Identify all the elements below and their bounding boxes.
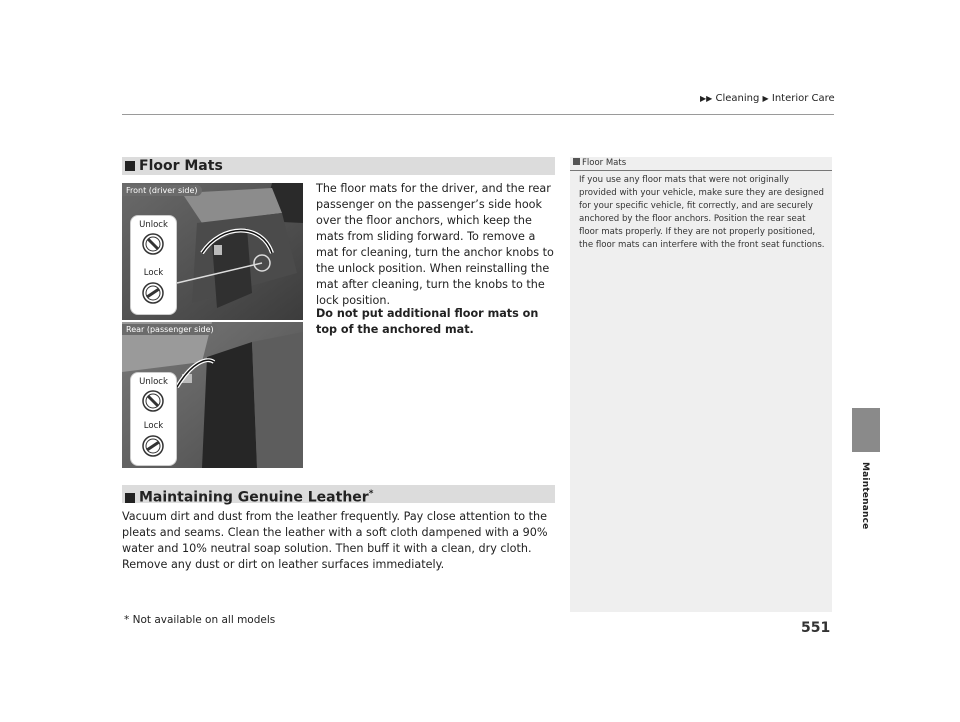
leather-heading-text: Maintaining Genuine Leather bbox=[139, 489, 369, 506]
lock-knob-icon bbox=[142, 435, 164, 457]
breadcrumb-arrow-icon: ▶ bbox=[762, 94, 769, 103]
heading-square-icon bbox=[125, 161, 135, 171]
page-number: 551 bbox=[801, 620, 831, 636]
breadcrumb-arrow-icon: ▶▶ bbox=[700, 94, 713, 103]
unlock-knob-icon bbox=[142, 233, 164, 255]
figure-front-driver-side bbox=[122, 183, 303, 320]
breadcrumb bbox=[700, 93, 835, 104]
heading-square-icon bbox=[125, 493, 135, 503]
side-note-rule bbox=[570, 170, 832, 171]
section-tab bbox=[852, 408, 880, 452]
side-note-title bbox=[573, 158, 626, 168]
reference-icon bbox=[573, 158, 580, 165]
floor-mats-heading-text: Floor Mats bbox=[139, 158, 223, 174]
side-note-text: If you use any floor mats that were not originally provided with your vehicle, make sure they are designed for your specific vehicle, fit correctly, and are securely anchored by the floor anchors. Position the rear seat floor mats properly. If they are not properly positioned, the floor mats can interfere with the front seat functions. bbox=[579, 175, 825, 250]
figure-rear-passenger-side bbox=[122, 322, 303, 468]
breadcrumb-current[interactable]: Interior Care bbox=[771, 93, 835, 104]
side-note-title-text: Floor Mats bbox=[582, 158, 627, 168]
unlock-knob-icon bbox=[142, 390, 164, 412]
rear-unlock-label: Unlock bbox=[139, 377, 168, 387]
breadcrumb-parent[interactable]: Cleaning bbox=[715, 93, 760, 104]
header-rule bbox=[122, 114, 834, 115]
front-lock-label: Lock bbox=[143, 268, 164, 278]
leather-paragraph: Vacuum dirt and dust from the leather frequently. Pay close attention to the pleats and seams. Clean the leather with a soft cloth dampened with a 90% water and 10% neutral soap solution. Then buff it with a clean, dry cloth. Remove any dust or dirt on leather surfaces immediately. bbox=[122, 510, 548, 571]
leather-heading-mark: * bbox=[368, 489, 374, 499]
lock-knob-icon bbox=[142, 282, 164, 304]
front-unlock-label: Unlock bbox=[139, 220, 168, 230]
footnote: * Not available on all models bbox=[124, 614, 276, 626]
floor-mats-paragraph: The floor mats for the driver, and the rear passenger on the passenger’s side hook over the floor anchors, which keep the mats from sliding forward. To remove a mat for cleaning, turn the anchor knobs to the unlock position. When reinstalling the mat after cleaning, turn the knobs to the lock position. bbox=[316, 182, 554, 307]
rear-knob-panel bbox=[130, 372, 177, 466]
floor-mats-warning: Do not put additional floor mats on top of the anchored mat. bbox=[316, 307, 539, 336]
figure-rear-label: Rear (passenger side) bbox=[122, 324, 218, 335]
front-knob-panel bbox=[130, 215, 177, 315]
section-tab-label: Maintenance bbox=[860, 462, 870, 530]
leather-heading bbox=[122, 485, 555, 506]
rear-lock-label: Lock bbox=[143, 421, 164, 431]
figure-front-label: Front (driver side) bbox=[122, 185, 202, 196]
floor-mats-heading bbox=[122, 157, 555, 175]
